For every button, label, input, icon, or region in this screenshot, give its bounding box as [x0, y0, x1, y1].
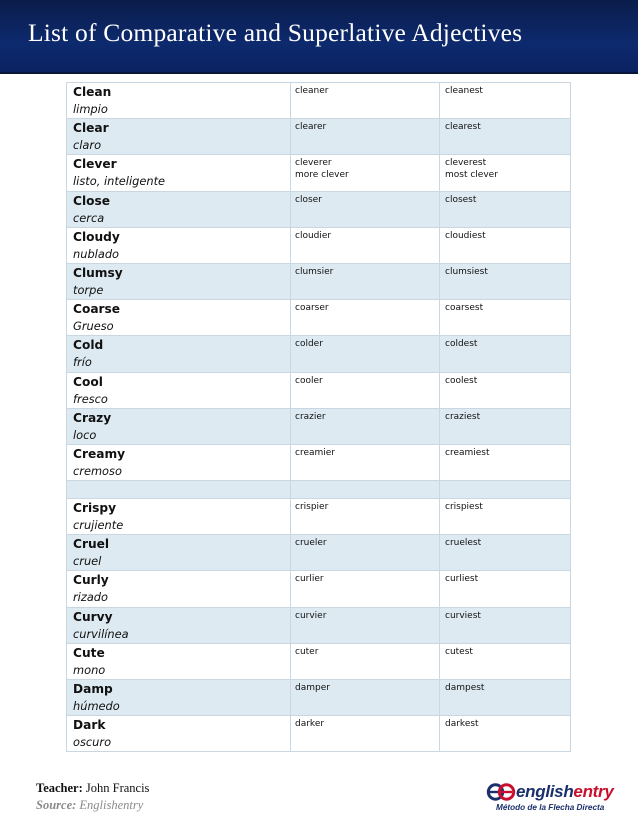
superlative-cell: [440, 191, 571, 227]
superlative-form: cutest: [445, 646, 473, 657]
superlative-cell: [440, 607, 571, 643]
table-row: [67, 481, 571, 499]
adjectives-table-body: [67, 83, 571, 752]
comparative-cell: [291, 83, 440, 119]
adjective-word: Clear: [73, 121, 109, 136]
adjective-word: Creamy: [73, 446, 126, 461]
adjective-word: Clumsy: [73, 265, 123, 280]
table-row: [67, 499, 571, 535]
superlative-form: cleverest: [445, 158, 487, 169]
comparative-form: closer: [295, 194, 322, 205]
comparative-cell: [291, 372, 440, 408]
teacher-name: John Francis: [85, 781, 150, 795]
comparative-form: curvier: [295, 610, 327, 621]
table-row: [67, 372, 571, 408]
table-row: [67, 83, 571, 119]
comparative-form: crispier: [295, 502, 329, 513]
adjective-translation: mono: [73, 662, 106, 677]
superlative-form: curviest: [445, 610, 481, 621]
comparative-form: cooler: [295, 375, 323, 386]
superlative-cell: [440, 444, 571, 480]
superlative-cell: [440, 263, 571, 299]
adjective-word: Damp: [73, 682, 113, 696]
logo-wordmark-second: entry: [573, 782, 614, 801]
source-line: [36, 797, 149, 814]
comparative-form: clearer: [295, 122, 327, 133]
logo-tagline: Método de la Flecha Directa: [496, 803, 605, 812]
comparative-cell: [291, 643, 440, 679]
adjective-translation: claro: [73, 138, 102, 153]
comparative-cell: [291, 716, 440, 752]
superlative-cell: [440, 119, 571, 155]
table-row: [67, 571, 571, 607]
comparative-form: curlier: [295, 574, 324, 585]
superlative-form: crispiest: [445, 502, 483, 513]
comparative-cell: [291, 191, 440, 227]
adjective-word: Coarse: [73, 302, 121, 317]
page-header: [0, 0, 638, 74]
adjective-cell: [67, 191, 291, 227]
comparative-cell: [291, 155, 440, 191]
adjective-translation: loco: [73, 427, 97, 442]
superlative-form: cloudiest: [445, 230, 486, 241]
comparative-cell: [291, 263, 440, 299]
adjective-word: Cloudy: [73, 229, 120, 244]
teacher-label: Teacher:: [36, 781, 83, 795]
comparative-cell: [291, 571, 440, 607]
comparative-cell: [291, 408, 440, 444]
superlative-form: craziest: [445, 411, 481, 422]
superlative-cell: [440, 83, 571, 119]
adjective-word: Cool: [73, 374, 103, 389]
adjective-cell: [67, 372, 291, 408]
adjective-translation: rizado: [73, 590, 109, 605]
comparative-cell: [291, 607, 440, 643]
table-row: [67, 716, 571, 752]
table-row: [67, 336, 571, 372]
comparative-cell: [291, 535, 440, 571]
superlative-cell: [440, 372, 571, 408]
adjective-word: Cute: [73, 645, 105, 660]
adjective-word: Crispy: [73, 501, 117, 516]
superlative-form: cleanest: [445, 86, 483, 96]
adjective-translation: cremoso: [73, 463, 122, 478]
superlative-cell: [440, 481, 571, 499]
adjective-translation: cerca: [73, 210, 105, 225]
comparative-cell: [291, 680, 440, 716]
adjective-cell: [67, 571, 291, 607]
adjective-cell: [67, 83, 291, 119]
adjective-cell: [67, 227, 291, 263]
teacher-line: [36, 780, 149, 797]
superlative-form: most clever: [445, 170, 498, 181]
superlative-cell: [440, 535, 571, 571]
comparative-form: more clever: [295, 170, 349, 181]
adjective-translation: húmedo: [73, 699, 120, 713]
superlative-form: clearest: [445, 122, 481, 133]
adjective-cell: [67, 535, 291, 571]
adjective-cell: [67, 119, 291, 155]
table-row: [67, 227, 571, 263]
superlative-cell: [440, 571, 571, 607]
comparative-form: cleverer: [295, 158, 332, 169]
adjective-translation: curvilínea: [73, 626, 129, 641]
superlative-form: coldest: [445, 339, 478, 350]
comparative-cell: [291, 481, 440, 499]
footer-credits: [36, 780, 149, 814]
adjective-translation: fresco: [73, 391, 108, 406]
logo-wordmark-first: english: [516, 782, 574, 801]
adjective-word: Cruel: [73, 537, 110, 552]
adjective-word: Curly: [73, 573, 109, 588]
table-row: [67, 408, 571, 444]
comparative-form: crueler: [295, 538, 327, 549]
adjective-word: Clean: [73, 85, 112, 99]
superlative-cell: [440, 716, 571, 752]
superlative-form: curliest: [445, 574, 479, 585]
comparative-form: damper: [295, 683, 330, 693]
adjective-cell: [67, 716, 291, 752]
page-title: List of Comparative and Superlative Adjectives: [28, 18, 523, 47]
adjective-translation: Grueso: [73, 319, 114, 334]
comparative-cell: [291, 119, 440, 155]
adjective-cell: [67, 643, 291, 679]
superlative-cell: [440, 680, 571, 716]
adjective-translation: nublado: [73, 246, 120, 261]
adjective-cell: [67, 300, 291, 336]
adjective-translation: oscuro: [73, 735, 112, 750]
adjective-translation: listo, inteligente: [73, 174, 166, 189]
adjectives-table: [66, 82, 571, 752]
superlative-form: creamiest: [445, 447, 490, 458]
superlative-form: clumsiest: [445, 266, 488, 277]
superlative-cell: [440, 155, 571, 191]
superlative-form: darkest: [445, 719, 479, 730]
comparative-form: cuter: [295, 646, 319, 657]
comparative-form: crazier: [295, 411, 326, 422]
table-row: [67, 643, 571, 679]
table-row: [67, 444, 571, 480]
comparative-form: coarser: [295, 303, 329, 314]
adjective-word: Curvy: [73, 609, 113, 624]
comparative-cell: [291, 227, 440, 263]
adjective-word: Close: [73, 193, 111, 208]
adjective-word: Crazy: [73, 410, 112, 425]
table-row: [67, 263, 571, 299]
adjective-cell: [67, 481, 291, 499]
superlative-cell: [440, 499, 571, 535]
adjective-cell: [67, 408, 291, 444]
comparative-form: cloudier: [295, 230, 332, 241]
adjective-translation: torpe: [73, 282, 104, 297]
table-row: [67, 607, 571, 643]
adjective-word: Clever: [73, 157, 117, 172]
adjective-cell: [67, 499, 291, 535]
adjective-word: Cold: [73, 338, 104, 353]
source-label: Source:: [36, 798, 77, 812]
superlative-cell: [440, 643, 571, 679]
adjective-translation: crujiente: [73, 518, 124, 533]
superlative-form: dampest: [445, 683, 485, 693]
comparative-cell: [291, 444, 440, 480]
table-row: [67, 191, 571, 227]
superlative-form: coarsest: [445, 303, 484, 314]
adjective-translation: limpio: [73, 102, 108, 116]
double-e-logo-icon: [486, 782, 516, 802]
comparative-form: darker: [295, 719, 325, 730]
comparative-form: colder: [295, 339, 323, 350]
table-row: [67, 535, 571, 571]
source-name: Englishentry: [79, 798, 144, 812]
logo-wordmark: [516, 782, 614, 802]
superlative-form: cruelest: [445, 538, 482, 549]
adjective-cell: [67, 155, 291, 191]
superlative-cell: [440, 300, 571, 336]
comparative-cell: [291, 336, 440, 372]
superlative-form: coolest: [445, 375, 478, 386]
comparative-form: cleaner: [295, 86, 329, 96]
table-row: [67, 680, 571, 716]
comparative-form: creamier: [295, 447, 336, 458]
comparative-form: clumsier: [295, 266, 334, 277]
adjective-translation: frío: [73, 355, 92, 370]
superlative-form: closest: [445, 194, 477, 205]
table-row: [67, 155, 571, 191]
superlative-cell: [440, 227, 571, 263]
table-row: [67, 119, 571, 155]
comparative-cell: [291, 300, 440, 336]
adjective-cell: [67, 336, 291, 372]
superlative-cell: [440, 336, 571, 372]
adjective-cell: [67, 263, 291, 299]
englishentry-logo: [486, 782, 620, 812]
adjective-cell: [67, 607, 291, 643]
adjective-cell: [67, 444, 291, 480]
table-row: [67, 300, 571, 336]
comparative-cell: [291, 499, 440, 535]
superlative-cell: [440, 408, 571, 444]
adjective-word: Dark: [73, 718, 106, 733]
adjective-cell: [67, 680, 291, 716]
adjective-translation: cruel: [73, 554, 102, 569]
